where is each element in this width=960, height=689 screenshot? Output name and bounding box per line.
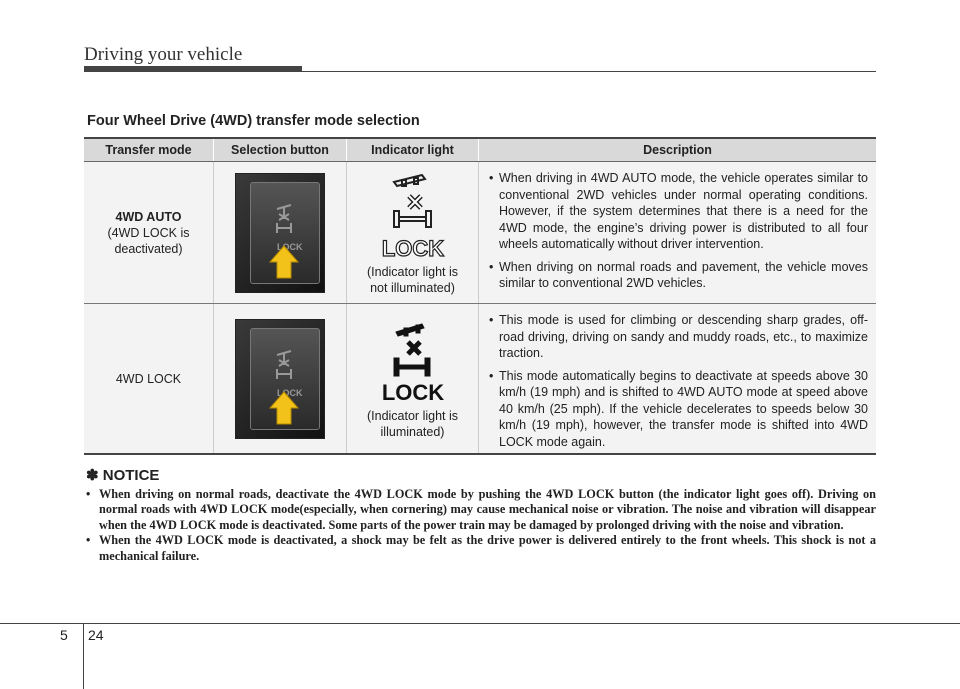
up-arrow-icon — [236, 174, 324, 292]
lock-solid-text: LOCK — [381, 379, 444, 404]
transfer-mode-cell — [84, 304, 214, 453]
lock-button-photo — [235, 319, 325, 439]
column-header: Transfer mode — [84, 139, 214, 161]
mode-name: 4WD LOCK — [115, 371, 182, 386]
column-header: Description — [643, 143, 712, 157]
indicator-light-cell — [347, 304, 479, 453]
description-bullet: • This mode is used for climbing or descending sharp grades, off-road driving, driving on sandy and muddy roads, etc., to maximize traction. — [489, 313, 868, 360]
section-number: 5 — [60, 627, 68, 643]
notice-body — [86, 487, 876, 564]
table-row — [84, 162, 876, 304]
notice-title: ✽ NOTICE — [86, 467, 160, 484]
description-cell — [479, 304, 876, 453]
selection-button-cell — [214, 304, 347, 453]
table-header — [84, 139, 876, 162]
description-bullet: • When driving on normal roads and pavement, the vehicle moves similar to conventional 2WD vehicles. — [489, 259, 868, 290]
selection-button-cell — [214, 162, 347, 303]
indicator-caption: (Indicator light is not illuminated) — [366, 264, 458, 295]
column-header: Selection button — [214, 139, 347, 161]
lock-solid-word — [378, 380, 448, 404]
column-header: Indicator light — [347, 139, 479, 161]
button-lock-label: LOCK — [277, 241, 303, 252]
4wd-lock-indicator-solid-icon — [378, 318, 448, 384]
page-number: 24 — [88, 627, 104, 643]
notice-item: • When driving on normal roads, deactivate the 4WD LOCK mode by pushing the 4WD LOCK button (the indicator light goes off). Driving on normal roads with 4WD LOCK mode(especially, when cornering) may cause mechanical noise or vibration. The noise and vibration will disappear when the 4WD LOCK mode is deactivated. Some parts of the power train may be damaged by prolonged driving with the noise and vibration. — [86, 487, 876, 532]
description-bullet: • This mode automatically begins to deactivate at speeds above 30 km/h (19 mph) and is shifted to 4WD AUTO mode at speed above 40 km/h (25 mph). If the vehicle decelerates to speeds below 30 km/h (19 mph), however, the transfer mode is shifted into 4WD LOCK mode again. — [489, 368, 868, 449]
transfer-mode-cell — [84, 162, 214, 303]
header-rule — [84, 71, 876, 72]
footer-rule — [0, 623, 960, 624]
mode-name: 4WD AUTO — [115, 209, 182, 224]
transfer-mode-table — [84, 137, 876, 455]
section-title: Four Wheel Drive (4WD) transfer mode selection — [87, 113, 420, 129]
table-row — [84, 304, 876, 453]
description-bullet: • When driving in 4WD AUTO mode, the vehicle operates similar to conventional 2WD vehicles under normal operating conditions. However, if the system determines that there is a need for the 4WD mode, the engine’s driving power is distributed to all four wheels automatically without driver intervention. — [489, 171, 868, 251]
indicator-light-cell — [347, 162, 479, 303]
footer-divider — [83, 623, 84, 689]
lock-outline-word — [378, 236, 448, 260]
button-lock-label: LOCK — [277, 387, 303, 398]
up-arrow-icon — [236, 320, 324, 438]
lock-outline-text: LOCK — [381, 235, 444, 260]
description-cell — [479, 162, 876, 303]
mode-note: (4WD LOCK is deactivated) — [107, 225, 190, 256]
lock-button-photo — [235, 173, 325, 293]
page-header-title: Driving your vehicle — [84, 44, 243, 65]
indicator-caption: (Indicator light is illuminated) — [366, 408, 458, 439]
notice-item: • When the 4WD LOCK mode is deactivated, a shock may be felt as the drive power is delivered entirely to the front wheels. This shock is not a mechanical failure. — [86, 533, 876, 563]
